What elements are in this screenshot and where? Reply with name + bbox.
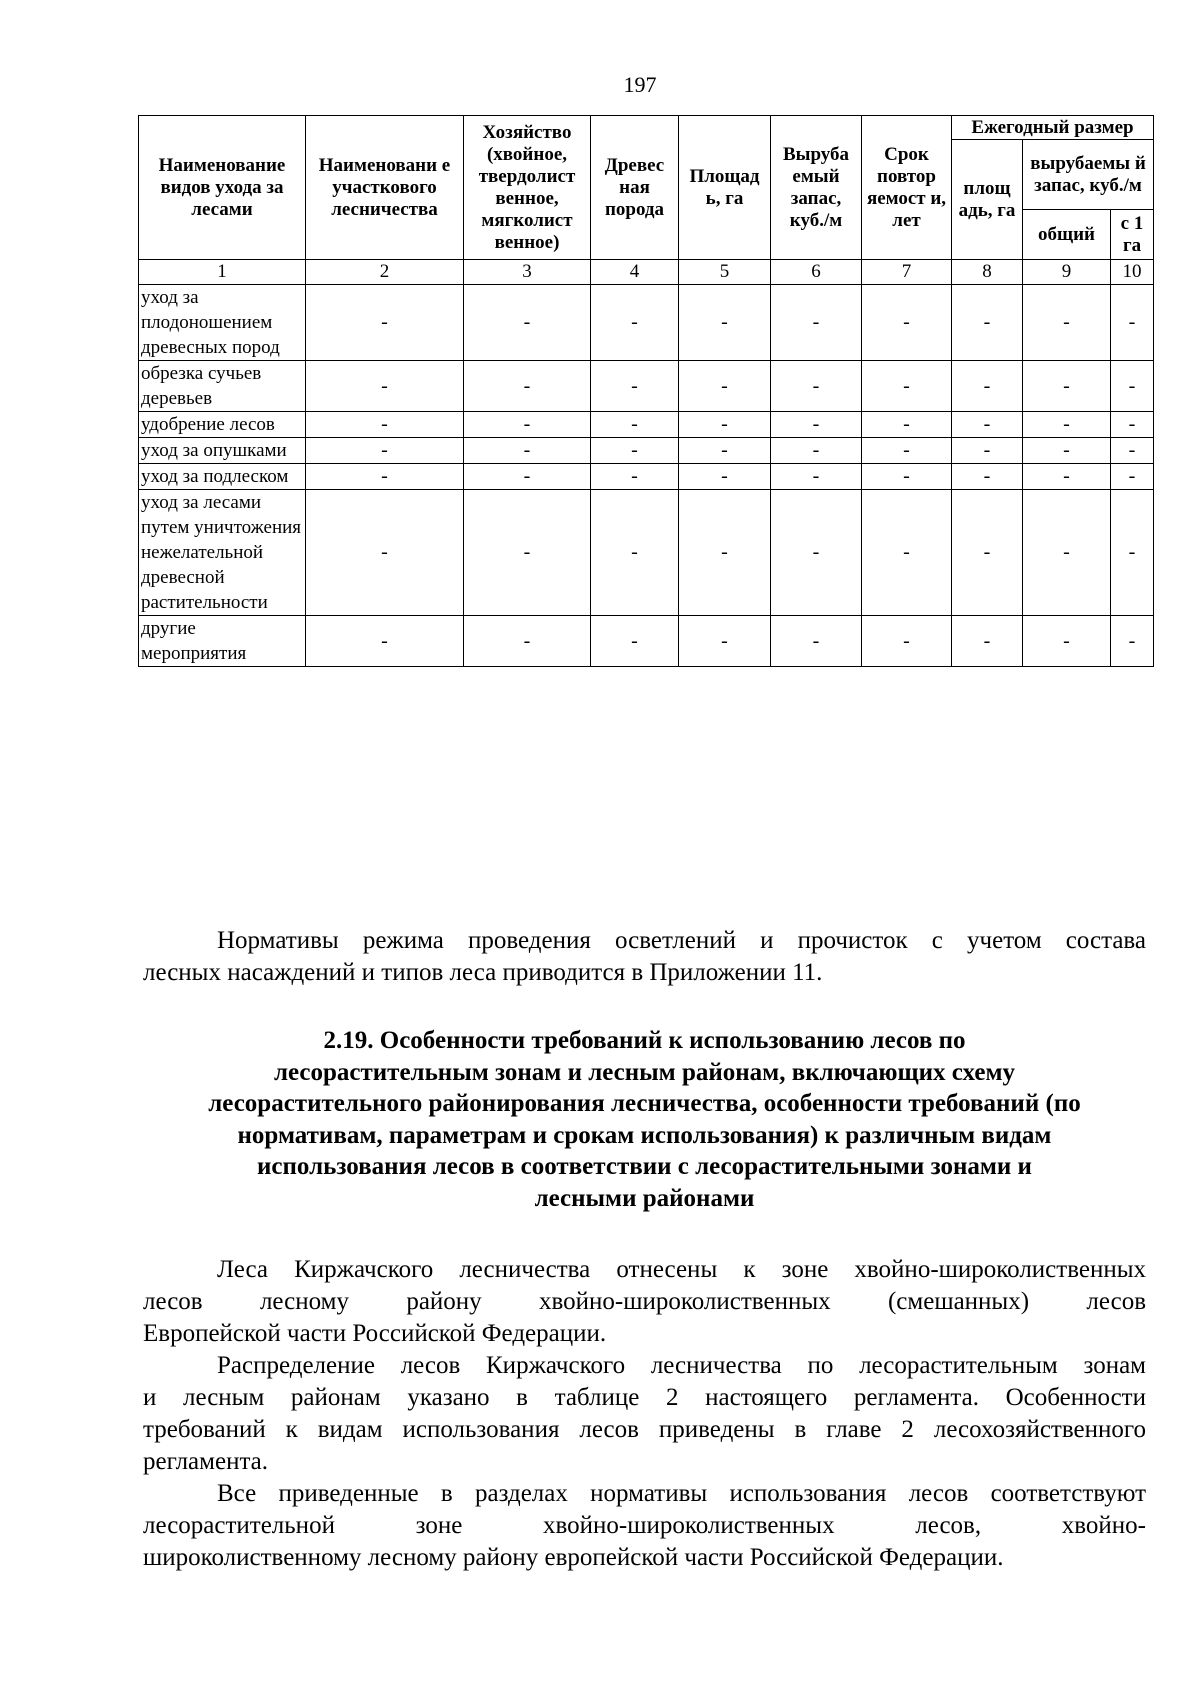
table-cell: - xyxy=(591,412,679,438)
text-line: Европейской части Российской Федерации. xyxy=(143,1320,607,1347)
table-cell: - xyxy=(952,616,1023,667)
text-line: Нормативы режима проведения осветлений и прочисток с учетом состава xyxy=(217,927,1146,954)
table-cell: - xyxy=(862,285,952,361)
table-cell: - xyxy=(306,412,464,438)
column-number-row xyxy=(139,260,1154,285)
header-economy: Хозяйство (хвойное, твердолист венное, мягколист венное) xyxy=(464,116,591,260)
forest-care-table xyxy=(138,115,1154,667)
table-row xyxy=(139,285,1154,361)
table-cell: - xyxy=(306,464,464,490)
text-line: лесорастительной зоне хвойно-широколиственных лесов, хвойно- xyxy=(143,1512,1146,1539)
table-cell: - xyxy=(862,616,952,667)
text-line: требований к видам использования лесов приведены в главе 2 лесохозяйственного xyxy=(143,1416,1146,1443)
care-type-name: удобрение лесов xyxy=(139,412,306,438)
column-number: 5 xyxy=(679,260,771,285)
table-cell: - xyxy=(306,438,464,464)
table-cell: - xyxy=(862,438,952,464)
header-total: общий xyxy=(1023,210,1111,260)
column-number: 6 xyxy=(771,260,862,285)
table-cell: - xyxy=(952,438,1023,464)
table-cell: - xyxy=(952,464,1023,490)
column-number: 4 xyxy=(591,260,679,285)
text-line: лесных насаждений и типов леса приводится в Приложении 11. xyxy=(143,959,823,986)
table-cell: - xyxy=(591,464,679,490)
table-cell: - xyxy=(464,361,591,412)
table-cell: - xyxy=(679,616,771,667)
care-type-name: обрезка сучьев деревьев xyxy=(139,361,306,412)
table-cell: - xyxy=(1023,412,1111,438)
table-cell: - xyxy=(464,412,591,438)
paragraph-zone xyxy=(143,1254,1146,1350)
header-district: Наименовани е участкового лесничества xyxy=(306,116,464,260)
table-cell: - xyxy=(679,464,771,490)
table-cell: - xyxy=(1111,412,1154,438)
table-cell: - xyxy=(862,361,952,412)
table-row xyxy=(139,361,1154,412)
table-cell: - xyxy=(862,490,952,616)
table-cell: - xyxy=(771,464,862,490)
care-type-name: уход за лесами путем уничтожения нежелательной древесной растительности xyxy=(139,490,306,616)
table-cell: - xyxy=(1023,361,1111,412)
text-line: Все приведенные в разделах нормативы использования лесов соответствуют xyxy=(217,1480,1146,1507)
table-cell: - xyxy=(591,438,679,464)
table-row xyxy=(139,412,1154,438)
table-cell: - xyxy=(1023,490,1111,616)
section-heading xyxy=(143,1025,1146,1214)
table-cell: - xyxy=(679,361,771,412)
header-annual-area: площ адь, га xyxy=(952,140,1023,260)
text-line: Распределение лесов Киржачского лесничества по лесорастительным зонам xyxy=(217,1352,1146,1379)
heading-line: лесными районами xyxy=(534,1184,755,1212)
table-row xyxy=(139,490,1154,616)
text-line: широколиственному лесному району европейской части Российской Федерации. xyxy=(143,1544,1004,1571)
table-cell: - xyxy=(306,616,464,667)
table-cell: - xyxy=(1111,285,1154,361)
table-cell: - xyxy=(306,361,464,412)
table-cell: - xyxy=(679,412,771,438)
table-cell: - xyxy=(952,490,1023,616)
table-cell: - xyxy=(306,285,464,361)
table-cell: - xyxy=(464,285,591,361)
page-number: 197 xyxy=(623,72,657,97)
heading-line: 2.19. Особенности требований к использованию лесов по xyxy=(323,1027,966,1054)
header-care-type: Наименование видов ухода за лесами xyxy=(139,116,306,260)
heading-line: использования лесов в соответствии с лесорастительными зонами и xyxy=(257,1153,1032,1180)
table-cell: - xyxy=(771,438,862,464)
header-repeat-period: Срок повтор яемост и, лет xyxy=(862,116,952,260)
heading-line: нормативам, параметрам и срокам использования) к различным видам xyxy=(237,1121,1052,1149)
table-cell: - xyxy=(464,464,591,490)
table-cell: - xyxy=(591,616,679,667)
table-cell: - xyxy=(464,490,591,616)
column-number: 9 xyxy=(1023,260,1111,285)
table-cell: - xyxy=(771,285,862,361)
header-felled-stock: Выруба емый запас, куб./м xyxy=(771,116,862,260)
table-row xyxy=(139,464,1154,490)
table-row xyxy=(139,438,1154,464)
text-line: лесов лесному району хвойно-широколиственных (смешанных) лесов xyxy=(143,1288,1146,1315)
column-number: 8 xyxy=(952,260,1023,285)
table-cell: - xyxy=(771,490,862,616)
column-number: 7 xyxy=(862,260,952,285)
paragraph-distribution xyxy=(143,1350,1146,1478)
table-cell: - xyxy=(771,616,862,667)
table-cell: - xyxy=(679,490,771,616)
table-cell: - xyxy=(771,412,862,438)
table-cell: - xyxy=(1023,285,1111,361)
text-line: регламента. xyxy=(143,1448,269,1475)
column-number: 3 xyxy=(464,260,591,285)
table-cell: - xyxy=(1111,490,1154,616)
table-cell: - xyxy=(1111,438,1154,464)
table-cell: - xyxy=(952,361,1023,412)
table-cell: - xyxy=(679,285,771,361)
header-annual-felled: вырубаемы й запас, куб./м xyxy=(1023,140,1154,210)
table-cell: - xyxy=(679,438,771,464)
care-type-name: уход за плодоношением древесных пород xyxy=(139,285,306,361)
table-cell: - xyxy=(1111,616,1154,667)
table-cell: - xyxy=(952,285,1023,361)
table-cell: - xyxy=(464,616,591,667)
table-cell: - xyxy=(591,361,679,412)
header-annual-size: Ежегодный размер xyxy=(952,116,1154,140)
table-cell: - xyxy=(1023,616,1111,667)
header-species: Древес ная порода xyxy=(591,116,679,260)
paragraph-norms xyxy=(143,925,1146,989)
text-line: и лесным районам указано в таблице 2 настоящего регламента. Особенности xyxy=(143,1384,1146,1411)
table-cell: - xyxy=(952,412,1023,438)
care-type-name: уход за подлеском xyxy=(139,464,306,490)
care-type-name: уход за опушками xyxy=(139,438,306,464)
table-cell: - xyxy=(1111,464,1154,490)
column-number: 1 xyxy=(139,260,306,285)
care-type-name: другие мероприятия xyxy=(139,616,306,667)
table-cell: - xyxy=(591,285,679,361)
text-line: Леса Киржачского лесничества отнесены к зоне хвойно-широколиственных xyxy=(217,1256,1146,1283)
column-number: 2 xyxy=(306,260,464,285)
table-cell: - xyxy=(862,464,952,490)
table-cell: - xyxy=(771,361,862,412)
heading-line: лесорастительным зонам и лесным районам, включающих схему xyxy=(273,1058,1016,1086)
paragraph-all xyxy=(143,1478,1146,1574)
table-cell: - xyxy=(306,490,464,616)
table-cell: - xyxy=(1111,361,1154,412)
table-cell: - xyxy=(862,412,952,438)
table-cell: - xyxy=(464,438,591,464)
table-cell: - xyxy=(1023,464,1111,490)
table-cell: - xyxy=(1023,438,1111,464)
header-per-ha: с 1 га xyxy=(1111,210,1154,260)
table-cell: - xyxy=(591,490,679,616)
header-area: Площад ь, га xyxy=(679,116,771,260)
table-row xyxy=(139,616,1154,667)
column-number: 10 xyxy=(1111,260,1154,285)
heading-line: лесорастительного районирования лесничества, особенности требований (по xyxy=(208,1090,1081,1117)
